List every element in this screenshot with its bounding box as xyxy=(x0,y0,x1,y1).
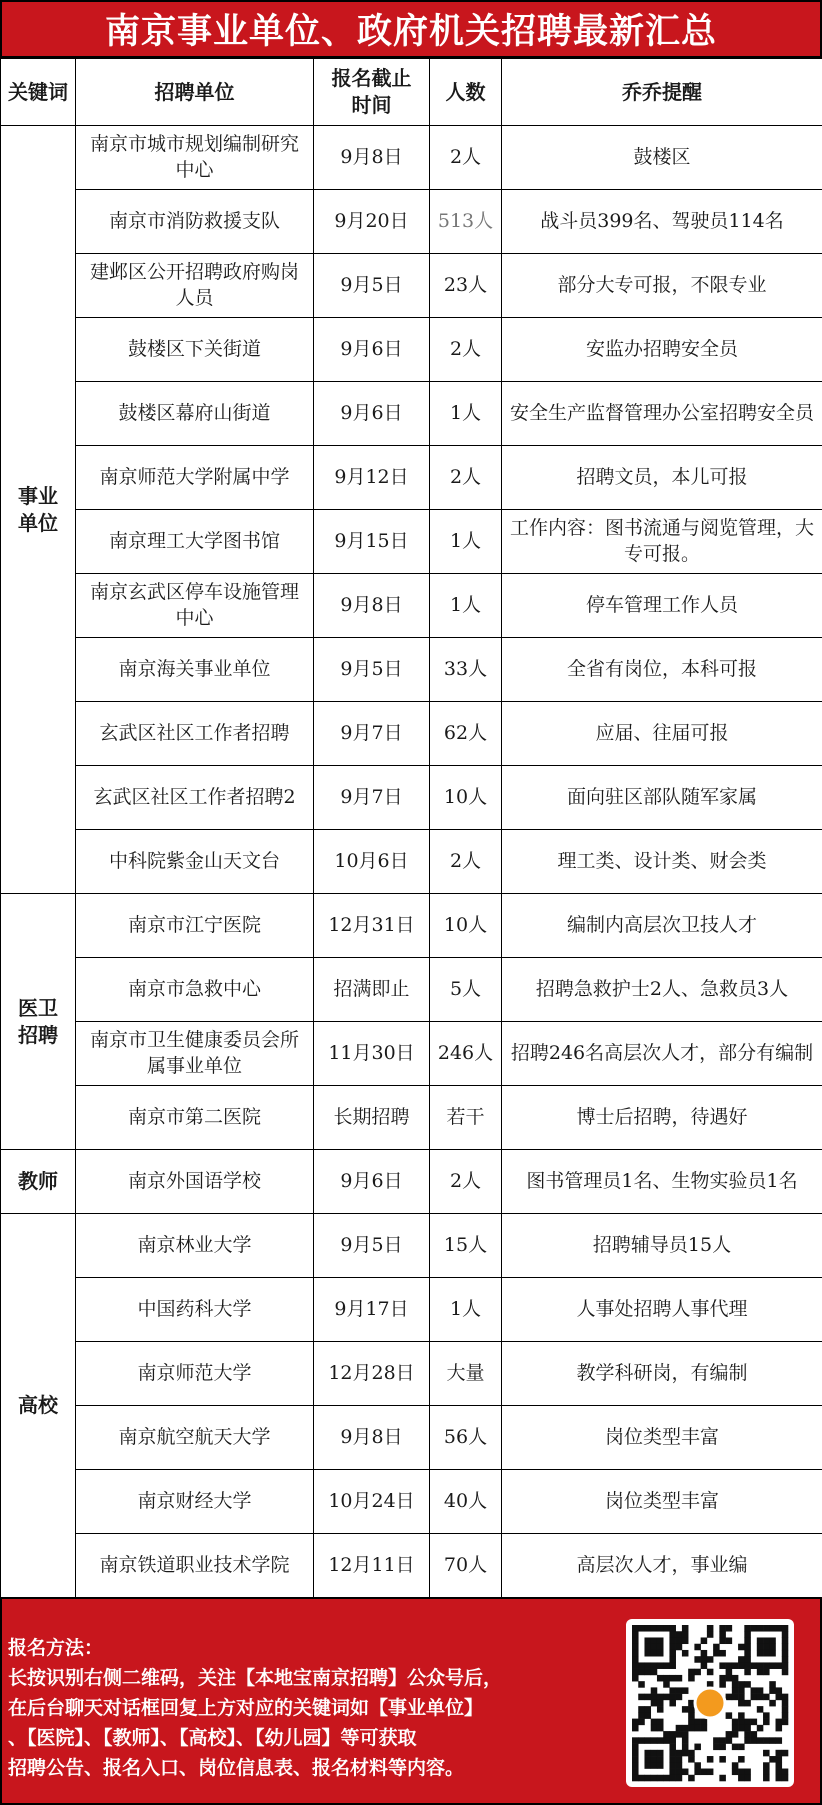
note-cell: 招聘246名高层次人才，部分有编制 xyxy=(502,1022,822,1086)
count-cell: 10人 xyxy=(430,894,502,958)
table-body xyxy=(1,126,822,1598)
deadline-cell: 11月30日 xyxy=(314,1022,430,1086)
count-cell: 2人 xyxy=(430,446,502,510)
unit-cell: 南京理工大学图书馆 xyxy=(76,510,314,574)
note-cell: 安监办招聘安全员 xyxy=(502,318,822,382)
unit-cell: 鼓楼区幕府山街道 xyxy=(76,382,314,446)
signup-instructions xyxy=(8,1633,618,1783)
table-row xyxy=(1,190,822,254)
unit-cell: 南京师范大学 xyxy=(76,1342,314,1406)
count-cell: 56人 xyxy=(430,1406,502,1470)
note-cell: 编制内高层次卫技人才 xyxy=(502,894,822,958)
qr-code-graphic xyxy=(626,1619,794,1787)
deadline-cell: 9月5日 xyxy=(314,1214,430,1278)
table-row xyxy=(1,382,822,446)
deadline-cell: 9月17日 xyxy=(314,1278,430,1342)
table-row xyxy=(1,638,822,702)
note-cell: 博士后招聘，待遇好 xyxy=(502,1086,822,1150)
qr-logo-icon xyxy=(695,1688,725,1718)
header-deadline: 报名截止时间 xyxy=(314,59,430,126)
unit-cell: 玄武区社区工作者招聘2 xyxy=(76,766,314,830)
instruction-line: 长按识别右侧二维码，关注【本地宝南京招聘】公众号后， xyxy=(8,1667,503,1689)
count-cell: 1人 xyxy=(430,1278,502,1342)
category-cell: 高校 xyxy=(1,1214,76,1598)
count-cell: 246人 xyxy=(430,1022,502,1086)
deadline-cell: 9月5日 xyxy=(314,254,430,318)
header-keyword: 关键词 xyxy=(1,59,76,126)
unit-cell: 南京林业大学 xyxy=(76,1214,314,1278)
note-cell: 工作内容：图书流通与阅览管理，大专可报。 xyxy=(502,510,822,574)
note-cell: 鼓楼区 xyxy=(502,126,822,190)
table-row xyxy=(1,254,822,318)
table-row xyxy=(1,574,822,638)
count-cell: 2人 xyxy=(430,318,502,382)
header-count: 人数 xyxy=(430,59,502,126)
unit-cell: 南京铁道职业技术学院 xyxy=(76,1534,314,1598)
deadline-cell: 12月11日 xyxy=(314,1534,430,1598)
note-cell: 战斗员399名、驾驶员114名 xyxy=(502,190,822,254)
deadline-cell: 12月31日 xyxy=(314,894,430,958)
table-row xyxy=(1,1342,822,1406)
unit-cell: 中国药科大学 xyxy=(76,1278,314,1342)
note-cell: 招聘急救护士2人、急救员3人 xyxy=(502,958,822,1022)
table-row xyxy=(1,958,822,1022)
table-row xyxy=(1,1150,822,1214)
table-row xyxy=(1,1470,822,1534)
unit-cell: 南京航空航天大学 xyxy=(76,1406,314,1470)
unit-cell: 南京市急救中心 xyxy=(76,958,314,1022)
unit-cell: 南京市江宁医院 xyxy=(76,894,314,958)
instruction-line: 在后台聊天对话框回复上方对应的关键词如【事业单位】 xyxy=(8,1697,484,1719)
count-cell: 10人 xyxy=(430,766,502,830)
deadline-cell: 9月7日 xyxy=(314,702,430,766)
count-cell: 70人 xyxy=(430,1534,502,1598)
table-row xyxy=(1,702,822,766)
table-row xyxy=(1,1534,822,1598)
count-cell: 2人 xyxy=(430,830,502,894)
count-cell: 15人 xyxy=(430,1214,502,1278)
recruitment-table xyxy=(0,58,822,1598)
note-cell: 岗位类型丰富 xyxy=(502,1470,822,1534)
table-row xyxy=(1,1406,822,1470)
unit-cell: 鼓楼区下关街道 xyxy=(76,318,314,382)
note-cell: 高层次人才，事业编 xyxy=(502,1534,822,1598)
signup-footer xyxy=(0,1597,822,1805)
category-cell: 事业 单位 xyxy=(1,126,76,894)
count-cell: 若干 xyxy=(430,1086,502,1150)
note-cell: 部分大专可报，不限专业 xyxy=(502,254,822,318)
count-cell: 2人 xyxy=(430,126,502,190)
table-row xyxy=(1,830,822,894)
unit-cell: 南京外国语学校 xyxy=(76,1150,314,1214)
note-cell: 招聘文员，本儿可报 xyxy=(502,446,822,510)
unit-cell: 南京市城市规划编制研究中心 xyxy=(76,126,314,190)
table-row xyxy=(1,126,822,190)
table-row xyxy=(1,1086,822,1150)
count-cell: 5人 xyxy=(430,958,502,1022)
deadline-cell: 9月6日 xyxy=(314,382,430,446)
unit-cell: 南京海关事业单位 xyxy=(76,638,314,702)
table-row xyxy=(1,766,822,830)
count-cell: 33人 xyxy=(430,638,502,702)
header-unit: 招聘单位 xyxy=(76,59,314,126)
count-cell: 2人 xyxy=(430,1150,502,1214)
deadline-cell: 12月28日 xyxy=(314,1342,430,1406)
note-cell: 安全生产监督管理办公室招聘安全员 xyxy=(502,382,822,446)
deadline-cell: 9月8日 xyxy=(314,574,430,638)
header-note: 乔乔提醒 xyxy=(502,59,822,126)
note-cell: 应届、往届可报 xyxy=(502,702,822,766)
table-row xyxy=(1,510,822,574)
unit-cell: 南京财经大学 xyxy=(76,1470,314,1534)
deadline-cell: 9月12日 xyxy=(314,446,430,510)
table-row xyxy=(1,1214,822,1278)
note-cell: 教学科研岗，有编制 xyxy=(502,1342,822,1406)
deadline-cell: 9月6日 xyxy=(314,318,430,382)
note-cell: 图书管理员1名、生物实验员1名 xyxy=(502,1150,822,1214)
unit-cell: 中科院紫金山天文台 xyxy=(76,830,314,894)
unit-cell: 南京师范大学附属中学 xyxy=(76,446,314,510)
deadline-cell: 9月6日 xyxy=(314,1150,430,1214)
deadline-cell: 9月15日 xyxy=(314,510,430,574)
count-cell: 62人 xyxy=(430,702,502,766)
instruction-line: 报名方法： xyxy=(8,1637,104,1659)
note-cell: 人事处招聘人事代理 xyxy=(502,1278,822,1342)
deadline-cell: 长期招聘 xyxy=(314,1086,430,1150)
table-row xyxy=(1,1278,822,1342)
deadline-cell: 9月5日 xyxy=(314,638,430,702)
count-cell: 大量 xyxy=(430,1342,502,1406)
deadline-cell: 9月8日 xyxy=(314,126,430,190)
unit-cell: 南京玄武区停车设施管理中心 xyxy=(76,574,314,638)
deadline-cell: 招满即止 xyxy=(314,958,430,1022)
unit-cell: 南京市消防救援支队 xyxy=(76,190,314,254)
page-title: 南京事业单位、政府机关招聘最新汇总 xyxy=(0,0,822,58)
count-cell: 1人 xyxy=(430,574,502,638)
count-cell: 40人 xyxy=(430,1470,502,1534)
count-cell: 513人 xyxy=(430,190,502,254)
unit-cell: 建邺区公开招聘政府购岗人员 xyxy=(76,254,314,318)
count-cell: 1人 xyxy=(430,510,502,574)
table-row xyxy=(1,318,822,382)
note-cell: 全省有岗位，本科可报 xyxy=(502,638,822,702)
deadline-cell: 9月7日 xyxy=(314,766,430,830)
table-row xyxy=(1,446,822,510)
deadline-cell: 9月20日 xyxy=(314,190,430,254)
category-cell: 教师 xyxy=(1,1150,76,1214)
deadline-cell: 9月8日 xyxy=(314,1406,430,1470)
table-row xyxy=(1,894,822,958)
unit-cell: 南京市第二医院 xyxy=(76,1086,314,1150)
note-cell: 招聘辅导员15人 xyxy=(502,1214,822,1278)
instruction-line: 招聘公告、报名入口、岗位信息表、报名材料等内容。 xyxy=(8,1757,465,1779)
category-cell: 医卫 招聘 xyxy=(1,894,76,1150)
table-row xyxy=(1,1022,822,1086)
note-cell: 岗位类型丰富 xyxy=(502,1406,822,1470)
deadline-cell: 10月6日 xyxy=(314,830,430,894)
note-cell: 停车管理工作人员 xyxy=(502,574,822,638)
note-cell: 面向驻区部队随军家属 xyxy=(502,766,822,830)
note-cell: 理工类、设计类、财会类 xyxy=(502,830,822,894)
unit-cell: 玄武区社区工作者招聘 xyxy=(76,702,314,766)
instruction-line: 、【医院】、【教师】、【高校】、【幼儿园】等可获取 xyxy=(8,1727,417,1749)
count-cell: 23人 xyxy=(430,254,502,318)
table-header-row xyxy=(1,59,822,126)
qr-code-icon[interactable] xyxy=(626,1619,794,1787)
count-cell: 1人 xyxy=(430,382,502,446)
unit-cell: 南京市卫生健康委员会所属事业单位 xyxy=(76,1022,314,1086)
deadline-cell: 10月24日 xyxy=(314,1470,430,1534)
